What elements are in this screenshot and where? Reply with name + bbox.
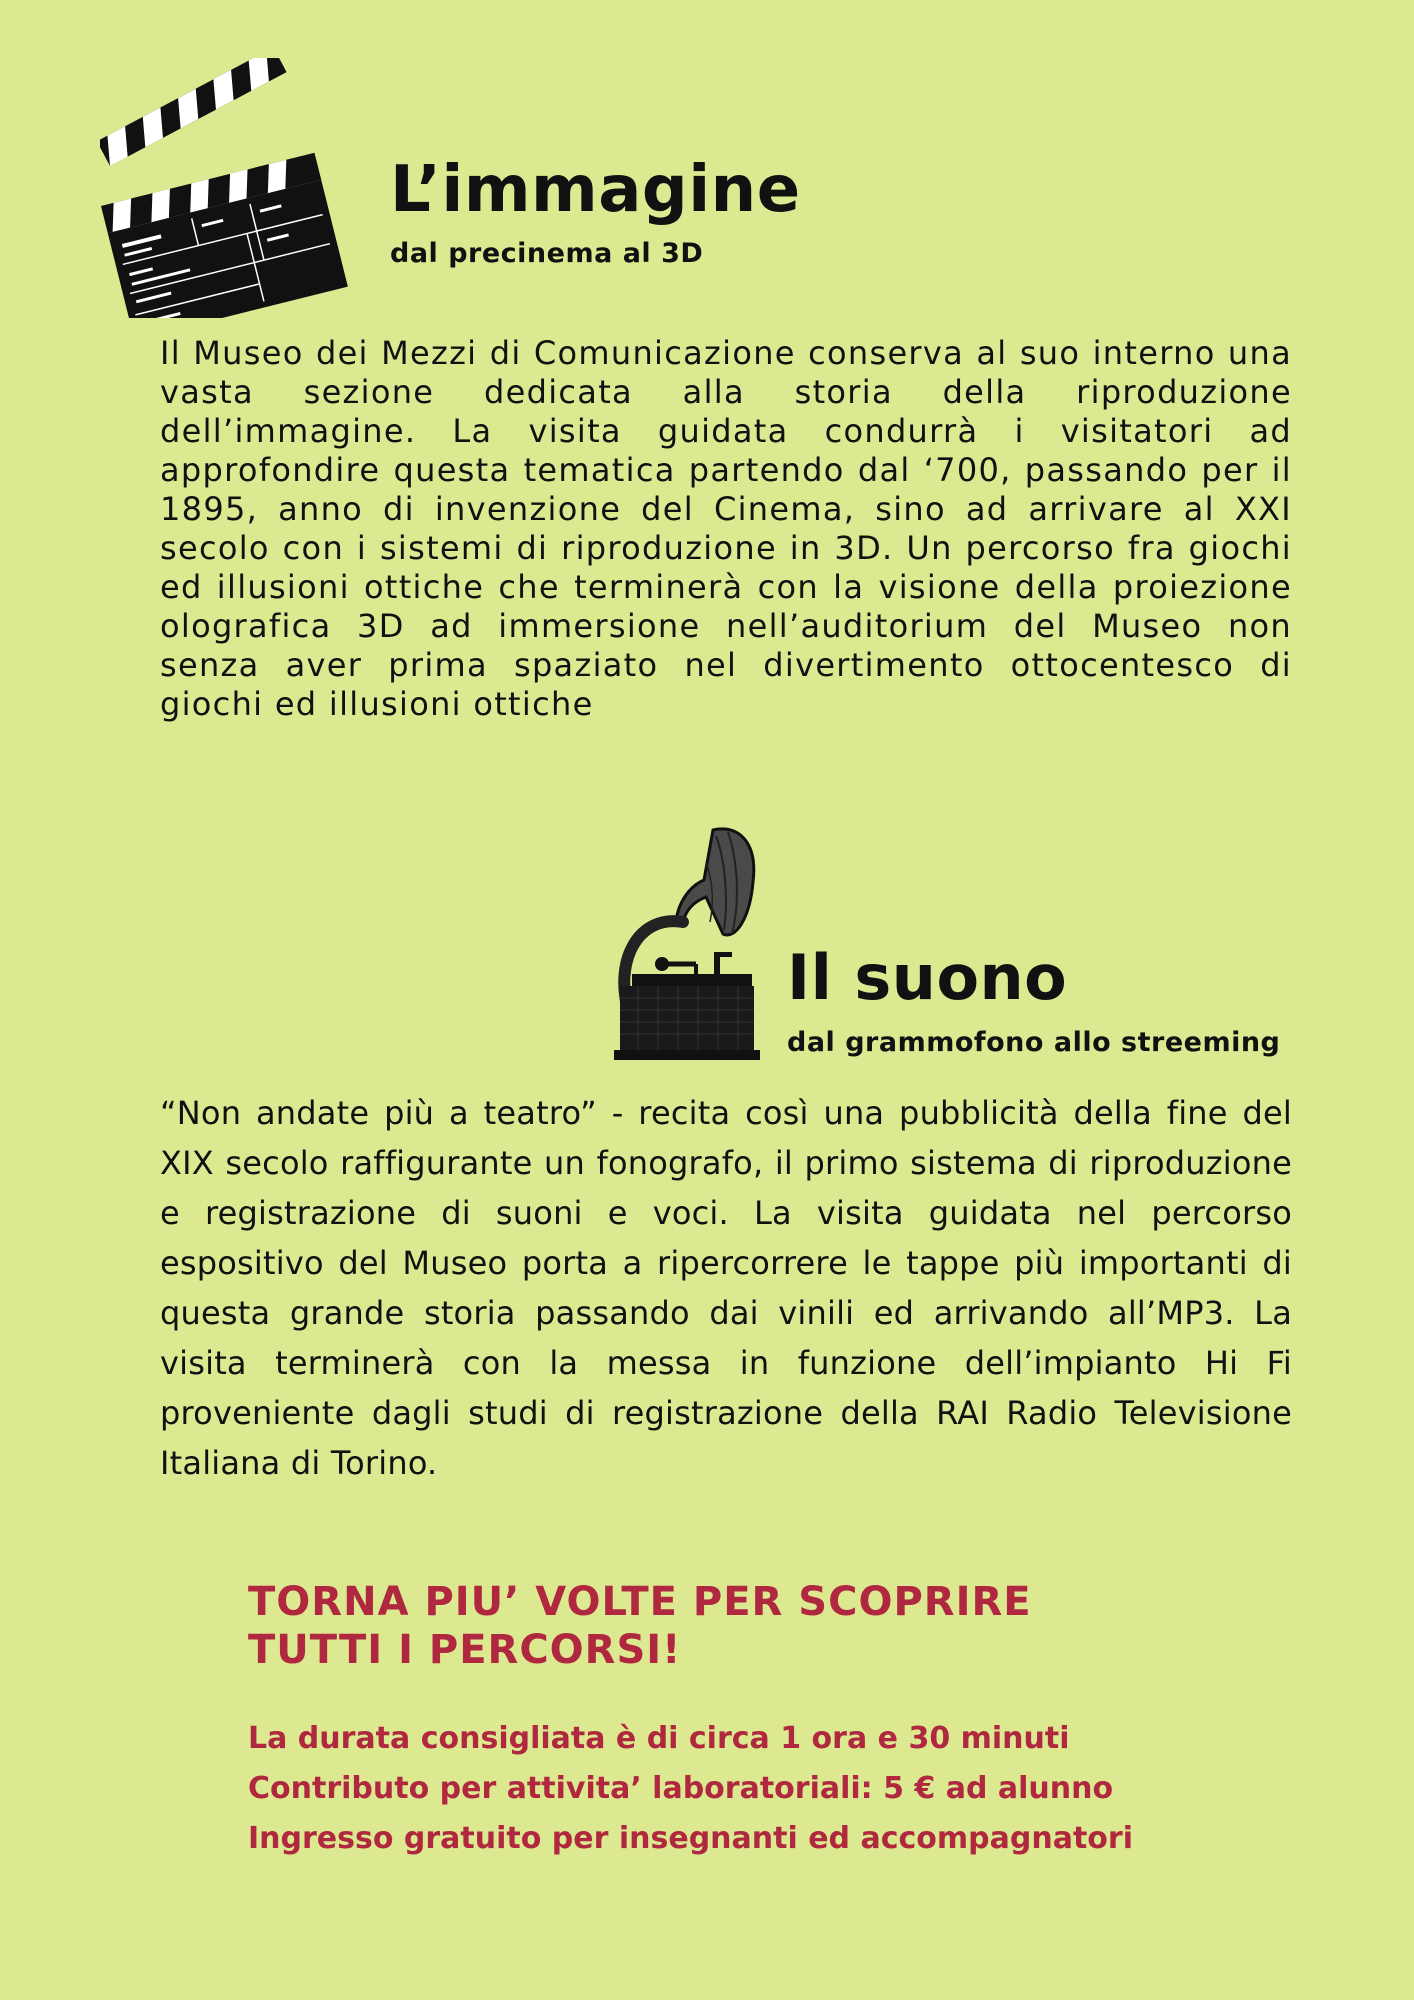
clapperboard-icon: [100, 58, 350, 318]
info-free-entry: Ingresso gratuito per insegnanti ed accompagnatori: [248, 1821, 1133, 1856]
promo-line-1: TORNA PIU’ VOLTE PER SCOPRIRE: [248, 1579, 1032, 1625]
image-section-body: Il Museo dei Mezzi di Comunicazione conserva al suo interno una vasta sezione dedicata alla storia della riproduzione dell’immagine. La visita guidata condurrà i visitatori ad approfondire questa tematica partendo dal ‘700, passando per il 1895, anno di invenzione del Cinema, sino ad arrivare al XXI secolo con i sistemi di riproduzione in 3D. Un percorso fra giochi ed illusioni ottiche che terminerà con la visione della proiezione olografica 3D ad immersione nell’auditorium del Museo non senza aver prima spaziato nel divertimento ottocentesco di giochi ed illusioni ottiche: [160, 334, 1292, 723]
info-contribution: Contributo per attivita’ laboratoriali: 5 € ad alunno: [248, 1771, 1114, 1806]
sound-section-heading: [787, 941, 1281, 1058]
sound-section-title: Il suono: [787, 941, 1068, 1014]
promo-line-2: TUTTI I PERCORSI!: [248, 1627, 682, 1673]
promo-heading: [248, 1578, 1032, 1674]
info-duration: La durata consigliata è di circa 1 ora e 30 minuti: [248, 1721, 1070, 1756]
gramophone-icon: [598, 822, 768, 1062]
image-section-title: L’immagine: [390, 153, 801, 227]
sound-section-body: “Non andate più a teatro” - recita così una pubblicità della fine del XIX secolo raffigurante un fonografo, il primo sistema di riproduzione e registrazione di suoni e voci. La visita guidata nel percorso espositivo del Museo porta a ripercorrere le tappe più importanti di questa grande storia passando dai vinili ed arrivando all’MP3. La visita terminerà con la messa in funzione dell’impianto Hi Fi proveniente dagli studi di registrazione della RAI Radio Televisione Italiana di Torino.: [160, 1094, 1292, 1482]
image-section-heading: [390, 153, 801, 269]
image-section-subtitle: dal precinema al 3D: [390, 238, 704, 269]
sound-section-subtitle: dal grammofono allo streeming: [787, 1027, 1281, 1058]
info-list: [248, 1714, 1133, 1864]
